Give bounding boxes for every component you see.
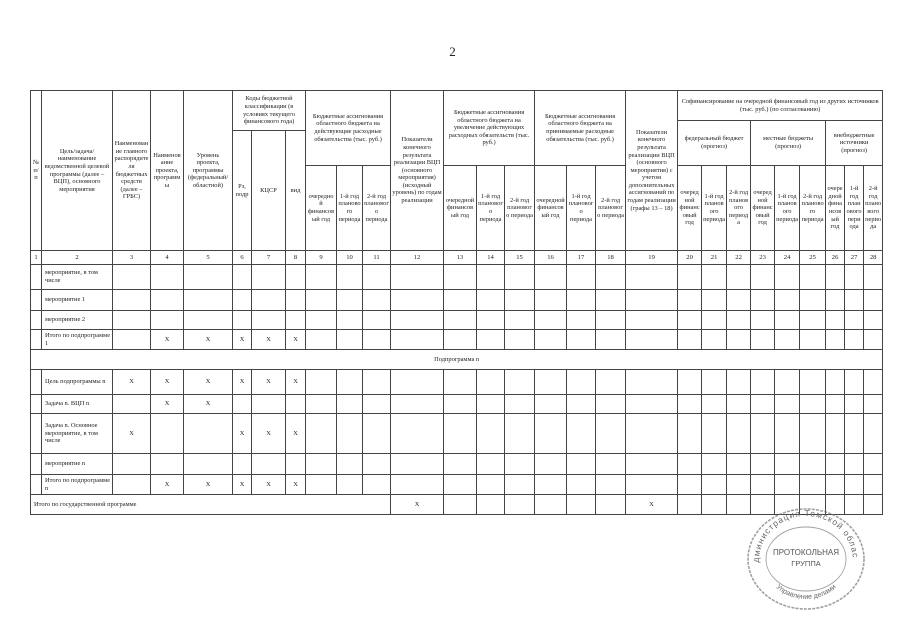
column-number: 22 <box>727 251 751 265</box>
header-year-next: очередной финансовый год <box>535 166 567 251</box>
column-number: 8 <box>286 251 306 265</box>
header-year-next: очередной финансовый год <box>826 166 845 251</box>
column-number: 13 <box>444 251 477 265</box>
column-number: 18 <box>596 251 626 265</box>
header-indicators-final: Показатели конечного результата реализации ВЦП (основного мероприятия) с учетом дополнительных ассигнований по годам реализации (графы 13 – 18) <box>626 91 678 251</box>
header-year-1: 1-й год планового периода <box>702 166 727 251</box>
header-code-vid: вид <box>286 131 306 251</box>
header-local: местные бюджеты (прогноз) <box>751 121 826 166</box>
row-label: Итого по подпрограмме n <box>42 475 113 495</box>
table-row <box>31 290 883 311</box>
header-year-2: 2-й год планового периода <box>596 166 626 251</box>
header-project-level: Уровень проекта, программы (федеральный/областной) <box>184 91 233 251</box>
column-number: 3 <box>113 251 151 265</box>
column-number: 5 <box>184 251 233 265</box>
column-number: 4 <box>151 251 184 265</box>
table-row: Задача n. ВЦП n Х Х <box>31 395 883 414</box>
row-label: мероприятие 1 <box>42 290 113 311</box>
header-codes: Коды бюджетной классификации (в условиях текущего финансового года) <box>233 91 306 131</box>
row-label: Итого по подпрограмме 1 <box>42 330 113 350</box>
header-code-kcsr: КЦСР <box>252 131 286 251</box>
stamp-seal-icon <box>741 503 871 613</box>
protocol-stamp <box>741 503 871 613</box>
header-year-2: 2-й год планового периода <box>363 166 391 251</box>
column-number: 10 <box>337 251 363 265</box>
column-number: 2 <box>42 251 113 265</box>
header-grbs: Наименование главного распорядителя бюджетных средств (далее – ГРБС) <box>113 91 151 251</box>
header-indicators-current: Показатели конечного результата реализации ВЦП (основного мероприятия) (исходный уровень) по годам реализации <box>391 91 444 251</box>
column-number: 28 <box>864 251 883 265</box>
subprogram-title: Подпрограмма n <box>31 350 883 370</box>
column-number: 15 <box>505 251 535 265</box>
column-number: 17 <box>567 251 596 265</box>
header-year-1: 1-й год планового периода <box>337 166 363 251</box>
column-number: 23 <box>751 251 775 265</box>
column-number: 24 <box>775 251 800 265</box>
row-label: мероприятие, в том числе <box>42 265 113 290</box>
row-label: мероприятие n <box>42 454 113 475</box>
header-goal: Цель/задача/наименование ведомственной целевой программы (далее – ВЦП), основного мероприятия <box>42 91 113 251</box>
header-ba-accepted: Бюджетные ассигнования областного бюджета на принимаемые расходные обязательства (тыс. руб.) <box>535 91 626 166</box>
table-row <box>31 265 883 290</box>
page-number: 2 <box>449 44 456 59</box>
stamp-center-line1: ПРОТОКОЛЬНАЯ <box>773 548 839 557</box>
column-number: 26 <box>826 251 845 265</box>
column-number: 12 <box>391 251 444 265</box>
total-cell: Х <box>391 495 444 515</box>
column-number: 21 <box>702 251 727 265</box>
row-label: Цель подпрограммы n <box>42 370 113 395</box>
header-year-2: 2-й год планового периода <box>727 166 751 251</box>
table-row: Цель подпрограммы n Х Х Х Х Х Х <box>31 370 883 395</box>
column-number: 19 <box>626 251 678 265</box>
row-label: Задача n. ВЦП n <box>42 395 113 414</box>
column-number: 20 <box>678 251 702 265</box>
subprogram-row <box>31 350 883 370</box>
row-label: Задача n. Основное мероприятие, в том числе <box>42 414 113 454</box>
table-row <box>31 311 883 330</box>
table-row <box>31 454 883 475</box>
header-year-next: очередной финансовый год <box>306 166 337 251</box>
table-row: Задача n. Основное мероприятие, в том числе Х Х Х Х <box>31 414 883 454</box>
column-number: 11 <box>363 251 391 265</box>
column-number: 7 <box>252 251 286 265</box>
column-number: 16 <box>535 251 567 265</box>
header-year-1: 1-й год планового периода <box>775 166 800 251</box>
stamp-ring-text: дминистрация Томской облас <box>750 507 861 563</box>
row-label: мероприятие 2 <box>42 311 113 330</box>
column-number: 9 <box>306 251 337 265</box>
header-year-next: очередной финансовый год <box>678 166 702 251</box>
header-ba-increase: Бюджетные ассигнования областного бюджета на увеличение действующих расходных обязательств (тыс. руб.) <box>444 91 535 166</box>
total-cell: Х <box>626 495 678 515</box>
column-number: 25 <box>800 251 826 265</box>
budget-table <box>30 90 883 515</box>
header-year-2: 2-й год планового периода <box>800 166 826 251</box>
stamp-bottom-text: Управление делами <box>774 583 838 601</box>
header-year-2: 2-й год планового периода <box>505 166 535 251</box>
header-year-1: 1-й год планового периода <box>567 166 596 251</box>
header-code-rz: Рз, подр <box>233 131 252 251</box>
column-number: 14 <box>477 251 505 265</box>
header-year-1: 1-й год планового периода <box>477 166 505 251</box>
column-number: 6 <box>233 251 252 265</box>
header-project-name: Наименование проекта, программы <box>151 91 184 251</box>
column-number: 27 <box>845 251 864 265</box>
header-ba-current: Бюджетные ассигнования областного бюджета на действующие расходные обязательства (тыс. руб.) <box>306 91 391 166</box>
table-row: Итого по подпрограмме n Х Х Х Х Х <box>31 475 883 495</box>
header-year-next: очередной финансовый год <box>751 166 775 251</box>
header-no: № п/п <box>31 91 42 251</box>
stamp-center-line2: ГРУППА <box>791 559 821 568</box>
header-offbudget: внебюджетные источники (прогноз) <box>826 121 883 166</box>
header-year-1: 1-й год планового периода <box>845 166 864 251</box>
header-year-2: 2-й год планового периода <box>864 166 883 251</box>
total-label: Итого по государственной программе <box>31 495 391 515</box>
header-cofinancing: Софинансирование на очередной финансовый год из других источников (тыс. руб.) (по согласованию) <box>678 91 883 121</box>
header-year-next: очередной финансовый год <box>444 166 477 251</box>
column-number: 1 <box>31 251 42 265</box>
table-row: Итого по подпрограмме 1 Х Х Х Х Х <box>31 330 883 350</box>
header-federal: федеральный бюджет (прогноз) <box>678 121 751 166</box>
